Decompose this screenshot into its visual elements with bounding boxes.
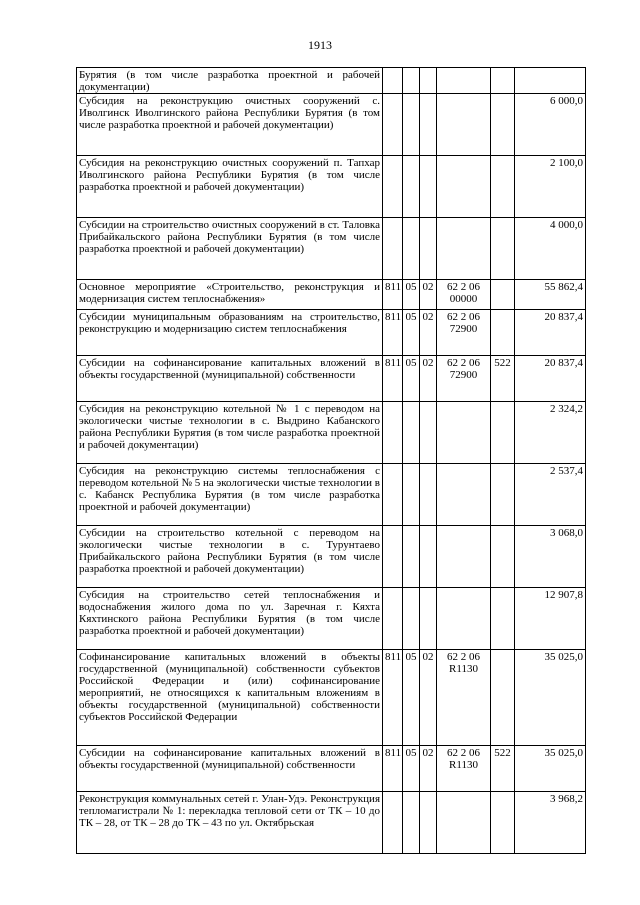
- ministry-code: [383, 68, 403, 94]
- row-description: Реконструкция коммунальных сетей г. Улан-Удэ. Реконструкция тепломагистрали № 1: перекладка тепловой сети от ТК – 10 до ТК – 28, от ТК – 28 до ТК – 43 по ул. Октябрьская: [77, 792, 383, 854]
- target-item-code: [437, 280, 491, 310]
- row-description: Софинансирование капитальных вложений в объекты государственной (муниципальной) собственности субъектов Российской Федерации и (или) софинансирование мероприятий, не относящихся к капитальным вложениям в объекты государственной (муниципальной) собственности субъектов Российской Федерации: [77, 650, 383, 746]
- subsection-code: [420, 526, 437, 588]
- target-item-code: [437, 402, 491, 464]
- subsection-code: [420, 464, 437, 526]
- ministry-code: [383, 464, 403, 526]
- table-row: [77, 650, 586, 746]
- target-item-code: [437, 464, 491, 526]
- row-description: Субсидии на софинансирование капитальных вложений в объекты государственной (муниципальной) собственности: [77, 746, 383, 792]
- ministry-code: 811: [383, 310, 403, 356]
- expense-type-code: 522: [491, 746, 515, 792]
- row-description: Субсидии муниципальным образованиям на строительство, реконструкцию и модернизацию систем теплоснабжения: [77, 310, 383, 356]
- target-item-code-direction: 72900: [449, 369, 478, 381]
- section-code: [403, 464, 420, 526]
- target-item-code-program: 62 2 06: [447, 651, 480, 663]
- row-amount: 2 324,2: [515, 402, 586, 464]
- expense-type-code: [491, 218, 515, 280]
- ministry-code: [383, 218, 403, 280]
- row-description: Субсидии на строительство очистных сооружений в ст. Таловка Прибайкальского района Республики Бурятия (в том числе разработка проектной и рабочей документации): [77, 218, 383, 280]
- table-row: [77, 464, 586, 526]
- target-item-code-program: 62 2 06: [447, 311, 480, 323]
- ministry-code: 811: [383, 746, 403, 792]
- expense-type-code: [491, 280, 515, 310]
- table-row: [77, 792, 586, 854]
- expense-type-code: [491, 792, 515, 854]
- table-row: [77, 310, 586, 356]
- ministry-code: [383, 156, 403, 218]
- row-amount: 3 968,2: [515, 792, 586, 854]
- target-item-code: [437, 310, 491, 356]
- ministry-code: 811: [383, 280, 403, 310]
- row-amount: 12 907,8: [515, 588, 586, 650]
- subsection-code: [420, 156, 437, 218]
- row-amount: 20 837,4: [515, 310, 586, 356]
- subsection-code: [420, 94, 437, 156]
- section-code: 05: [403, 746, 420, 792]
- subsection-code: 02: [420, 280, 437, 310]
- section-code: 05: [403, 650, 420, 746]
- row-description: Субсидия на реконструкцию системы теплоснабжения с переводом котельной № 5 на экологически чистые технологии в с. Кабанск Республика Бурятия (в том числе разработка проектной и рабочей документации): [77, 464, 383, 526]
- subsection-code: 02: [420, 746, 437, 792]
- expense-type-code: 522: [491, 356, 515, 402]
- row-amount: 2 100,0: [515, 156, 586, 218]
- section-code: [403, 402, 420, 464]
- table-row: [77, 402, 586, 464]
- row-amount: 55 862,4: [515, 280, 586, 310]
- section-code: [403, 588, 420, 650]
- subsection-code: [420, 402, 437, 464]
- target-item-code: [437, 94, 491, 156]
- table-row: [77, 356, 586, 402]
- table-row: [77, 94, 586, 156]
- subsection-code: 02: [420, 650, 437, 746]
- section-code: [403, 94, 420, 156]
- row-amount: 35 025,0: [515, 650, 586, 746]
- ministry-code: [383, 402, 403, 464]
- subsection-code: 02: [420, 310, 437, 356]
- ministry-code: [383, 792, 403, 854]
- table-row: [77, 156, 586, 218]
- table-row: [77, 68, 586, 94]
- target-item-code: [437, 156, 491, 218]
- target-item-code-program: 62 2 06: [447, 747, 480, 759]
- section-code: 05: [403, 310, 420, 356]
- target-item-code-direction: R1130: [449, 759, 478, 771]
- ministry-code: 811: [383, 356, 403, 402]
- row-description: Субсидии на строительство котельной с переводом на экологически чистые технологии в с. Турунтаево Прибайкальского района Республики Бурятия (в том числе разработка проектной и рабочей документации): [77, 526, 383, 588]
- target-item-code-direction: 72900: [449, 323, 478, 335]
- section-code: [403, 156, 420, 218]
- page-number: 1913: [308, 38, 332, 52]
- ministry-code: [383, 588, 403, 650]
- expense-type-code: [491, 310, 515, 356]
- ministry-code: [383, 526, 403, 588]
- row-amount: 2 537,4: [515, 464, 586, 526]
- table-row: [77, 746, 586, 792]
- row-description: Субсидия на строительство сетей теплоснабжения и водоснабжения жилого дома по ул. Заречная г. Кяхта Кяхтинского района Республики Бурятия (в том числе разработка проектной и рабочей документации): [77, 588, 383, 650]
- expense-type-code: [491, 526, 515, 588]
- row-amount: 20 837,4: [515, 356, 586, 402]
- expense-type-code: [491, 156, 515, 218]
- subsection-code: 02: [420, 356, 437, 402]
- target-item-code: [437, 792, 491, 854]
- ministry-code: 811: [383, 650, 403, 746]
- target-item-code-direction: R1130: [449, 663, 478, 675]
- row-amount: [515, 68, 586, 94]
- row-description: Субсидия на реконструкцию котельной № 1 с переводом на экологически чистые технологии в с. Выдрино Кабанского района Республики Бурятия (в том числе разработка проектной и рабочей документации): [77, 402, 383, 464]
- section-code: [403, 526, 420, 588]
- target-item-code: [437, 746, 491, 792]
- expense-type-code: [491, 402, 515, 464]
- expense-type-code: [491, 94, 515, 156]
- row-amount: 35 025,0: [515, 746, 586, 792]
- ministry-code: [383, 94, 403, 156]
- subsection-code: [420, 68, 437, 94]
- target-item-code-direction: 00000: [449, 293, 478, 305]
- section-code: [403, 218, 420, 280]
- row-description: Субсидия на реконструкцию очистных сооружений п. Тапхар Иволгинского района Республики Бурятия (в том числе разработка проектной и рабочей документации): [77, 156, 383, 218]
- table-row: [77, 588, 586, 650]
- table-row: [77, 218, 586, 280]
- target-item-code: [437, 68, 491, 94]
- target-item-code-program: 62 2 06: [447, 357, 480, 369]
- target-item-code: [437, 356, 491, 402]
- budget-table: [76, 67, 586, 854]
- target-item-code: [437, 650, 491, 746]
- expense-type-code: [491, 588, 515, 650]
- table-row: [77, 280, 586, 310]
- subsection-code: [420, 218, 437, 280]
- table-row: [77, 526, 586, 588]
- section-code: [403, 68, 420, 94]
- row-description: Основное мероприятие «Строительство, реконструкция и модернизация систем теплоснабжения»: [77, 280, 383, 310]
- row-amount: 4 000,0: [515, 218, 586, 280]
- target-item-code: [437, 588, 491, 650]
- subsection-code: [420, 792, 437, 854]
- expense-type-code: [491, 68, 515, 94]
- row-description: Бурятия (в том числе разработка проектной и рабочей документации): [77, 68, 383, 94]
- expense-type-code: [491, 650, 515, 746]
- subsection-code: [420, 588, 437, 650]
- target-item-code-program: 62 2 06: [447, 281, 480, 293]
- section-code: [403, 792, 420, 854]
- row-amount: 3 068,0: [515, 526, 586, 588]
- row-amount: 6 000,0: [515, 94, 586, 156]
- section-code: 05: [403, 356, 420, 402]
- target-item-code: [437, 218, 491, 280]
- target-item-code: [437, 526, 491, 588]
- expense-type-code: [491, 464, 515, 526]
- section-code: 05: [403, 280, 420, 310]
- row-description: Субсидия на реконструкцию очистных сооружений с. Иволгинск Иволгинского района Республики Бурятия (в том числе разработка проектной и рабочей документации): [77, 94, 383, 156]
- row-description: Субсидии на софинансирование капитальных вложений в объекты государственной (муниципальной) собственности: [77, 356, 383, 402]
